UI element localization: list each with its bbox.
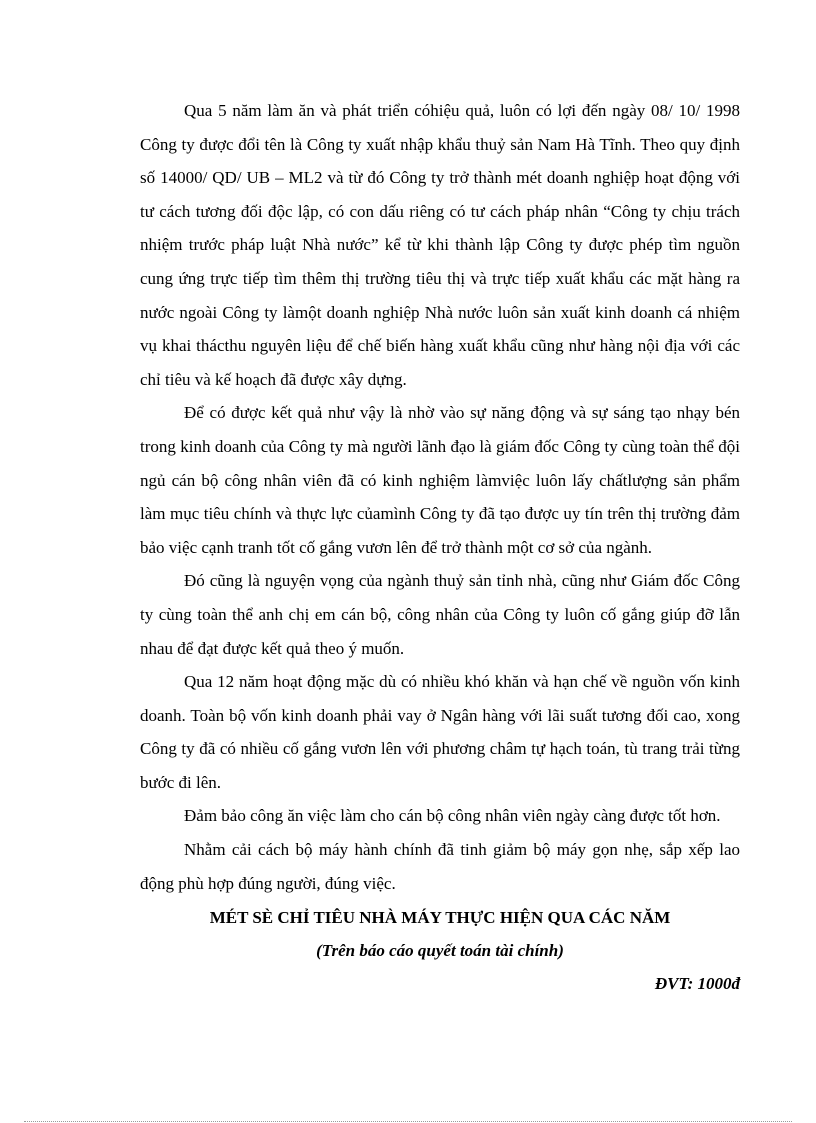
paragraph-aspiration: Đó cũng là nguyện vọng của ngành thuỷ sản tỉnh nhà, cũng như Giám đốc Công ty cùng toàn thể anh chị em cán bộ, công nhân của Công ty luôn cố gắng giúp đỡ lẫn nhau để đạt được kết quả theo ý muốn. (140, 571, 740, 658)
paragraph-twelve-years: Qua 12 năm hoạt động mặc dù có nhiều khó khăn và hạn chế về nguồn vốn kinh doanh. Toàn bộ vốn kinh doanh phải vay ở Ngân hàng với lãi suất tương đối cao, xong Công ty đã có nhiều cố gắng vươn lên với phương châm tự hạch toán, tù trang trải từng bước đi lên. (140, 672, 740, 792)
paragraph-reform: Nhằm cải cách bộ máy hành chính đã tinh giảm bộ máy gọn nhẹ, sắp xếp lao động phù hợp đúng người, đúng việc. (140, 840, 740, 893)
section-subheading: (Trên báo cáo quyết toán tài chính) (316, 941, 564, 961)
section-heading: MÉT SÈ CHỈ TIÊU NHÀ MÁY THỰC HIỆN QUA CÁC NĂM (209, 908, 671, 928)
document-page (140, 94, 740, 1000)
paragraph-company-history: Qua 5 năm làm ăn và phát triển cóhiệu quả, luôn có lợi đến ngày 08/ 10/ 1998 Công ty được đổi tên là Công ty xuất nhập khẩu thuỷ sản Nam Hà Tĩnh. Theo quy định số 14000/ QD/ UB – ML2 và từ đó Công ty trở thành mét doanh nghiệp hoạt động với tư cách tương đối độc lập, có con dấu riêng có tư cách pháp nhân “Công ty chịu trách nhiệm trước pháp luật Nhà nước” kể từ khi thành lập Công ty được phép tìm nguồn cung ứng trực tiếp tìm thêm thị trường tiêu thị và trực tiếp xuất khẩu các mặt hàng ra nước ngoài Công ty làmột doanh nghiệp Nhà nước luôn sản xuất kinh doanh cá nhiệm vụ khai thácthu nguyên liệu để chế biến hàng xuất khẩu cũng như hàng nội địa với các chỉ tiêu và kế hoạch đã được xây dựng. (140, 101, 740, 389)
page-bottom-divider (24, 1121, 792, 1122)
unit-label: ĐVT: 1000đ (654, 974, 740, 994)
paragraph-employment: Đảm bảo công ăn việc làm cho cán bộ công nhân viên ngày càng được tốt hơn. (184, 806, 721, 826)
paragraph-achievements: Để có được kết quả như vậy là nhờ vào sự năng động và sự sáng tạo nhạy bén trong kinh doanh của Công ty mà người lãnh đạo là giám đốc Công ty cùng toàn thể đội ngủ cán bộ công nhân viên đã có kinh nghiệm làmviệc luôn lấy chấtlượng sản phẩm làm mục tiêu chính và thực lực củamình Công ty đã tạo được uy tín trên thị trường đảm bảo việc cạnh tranh tốt cố gắng vươn lên để trở thành một cơ sở của ngành. (140, 403, 740, 557)
